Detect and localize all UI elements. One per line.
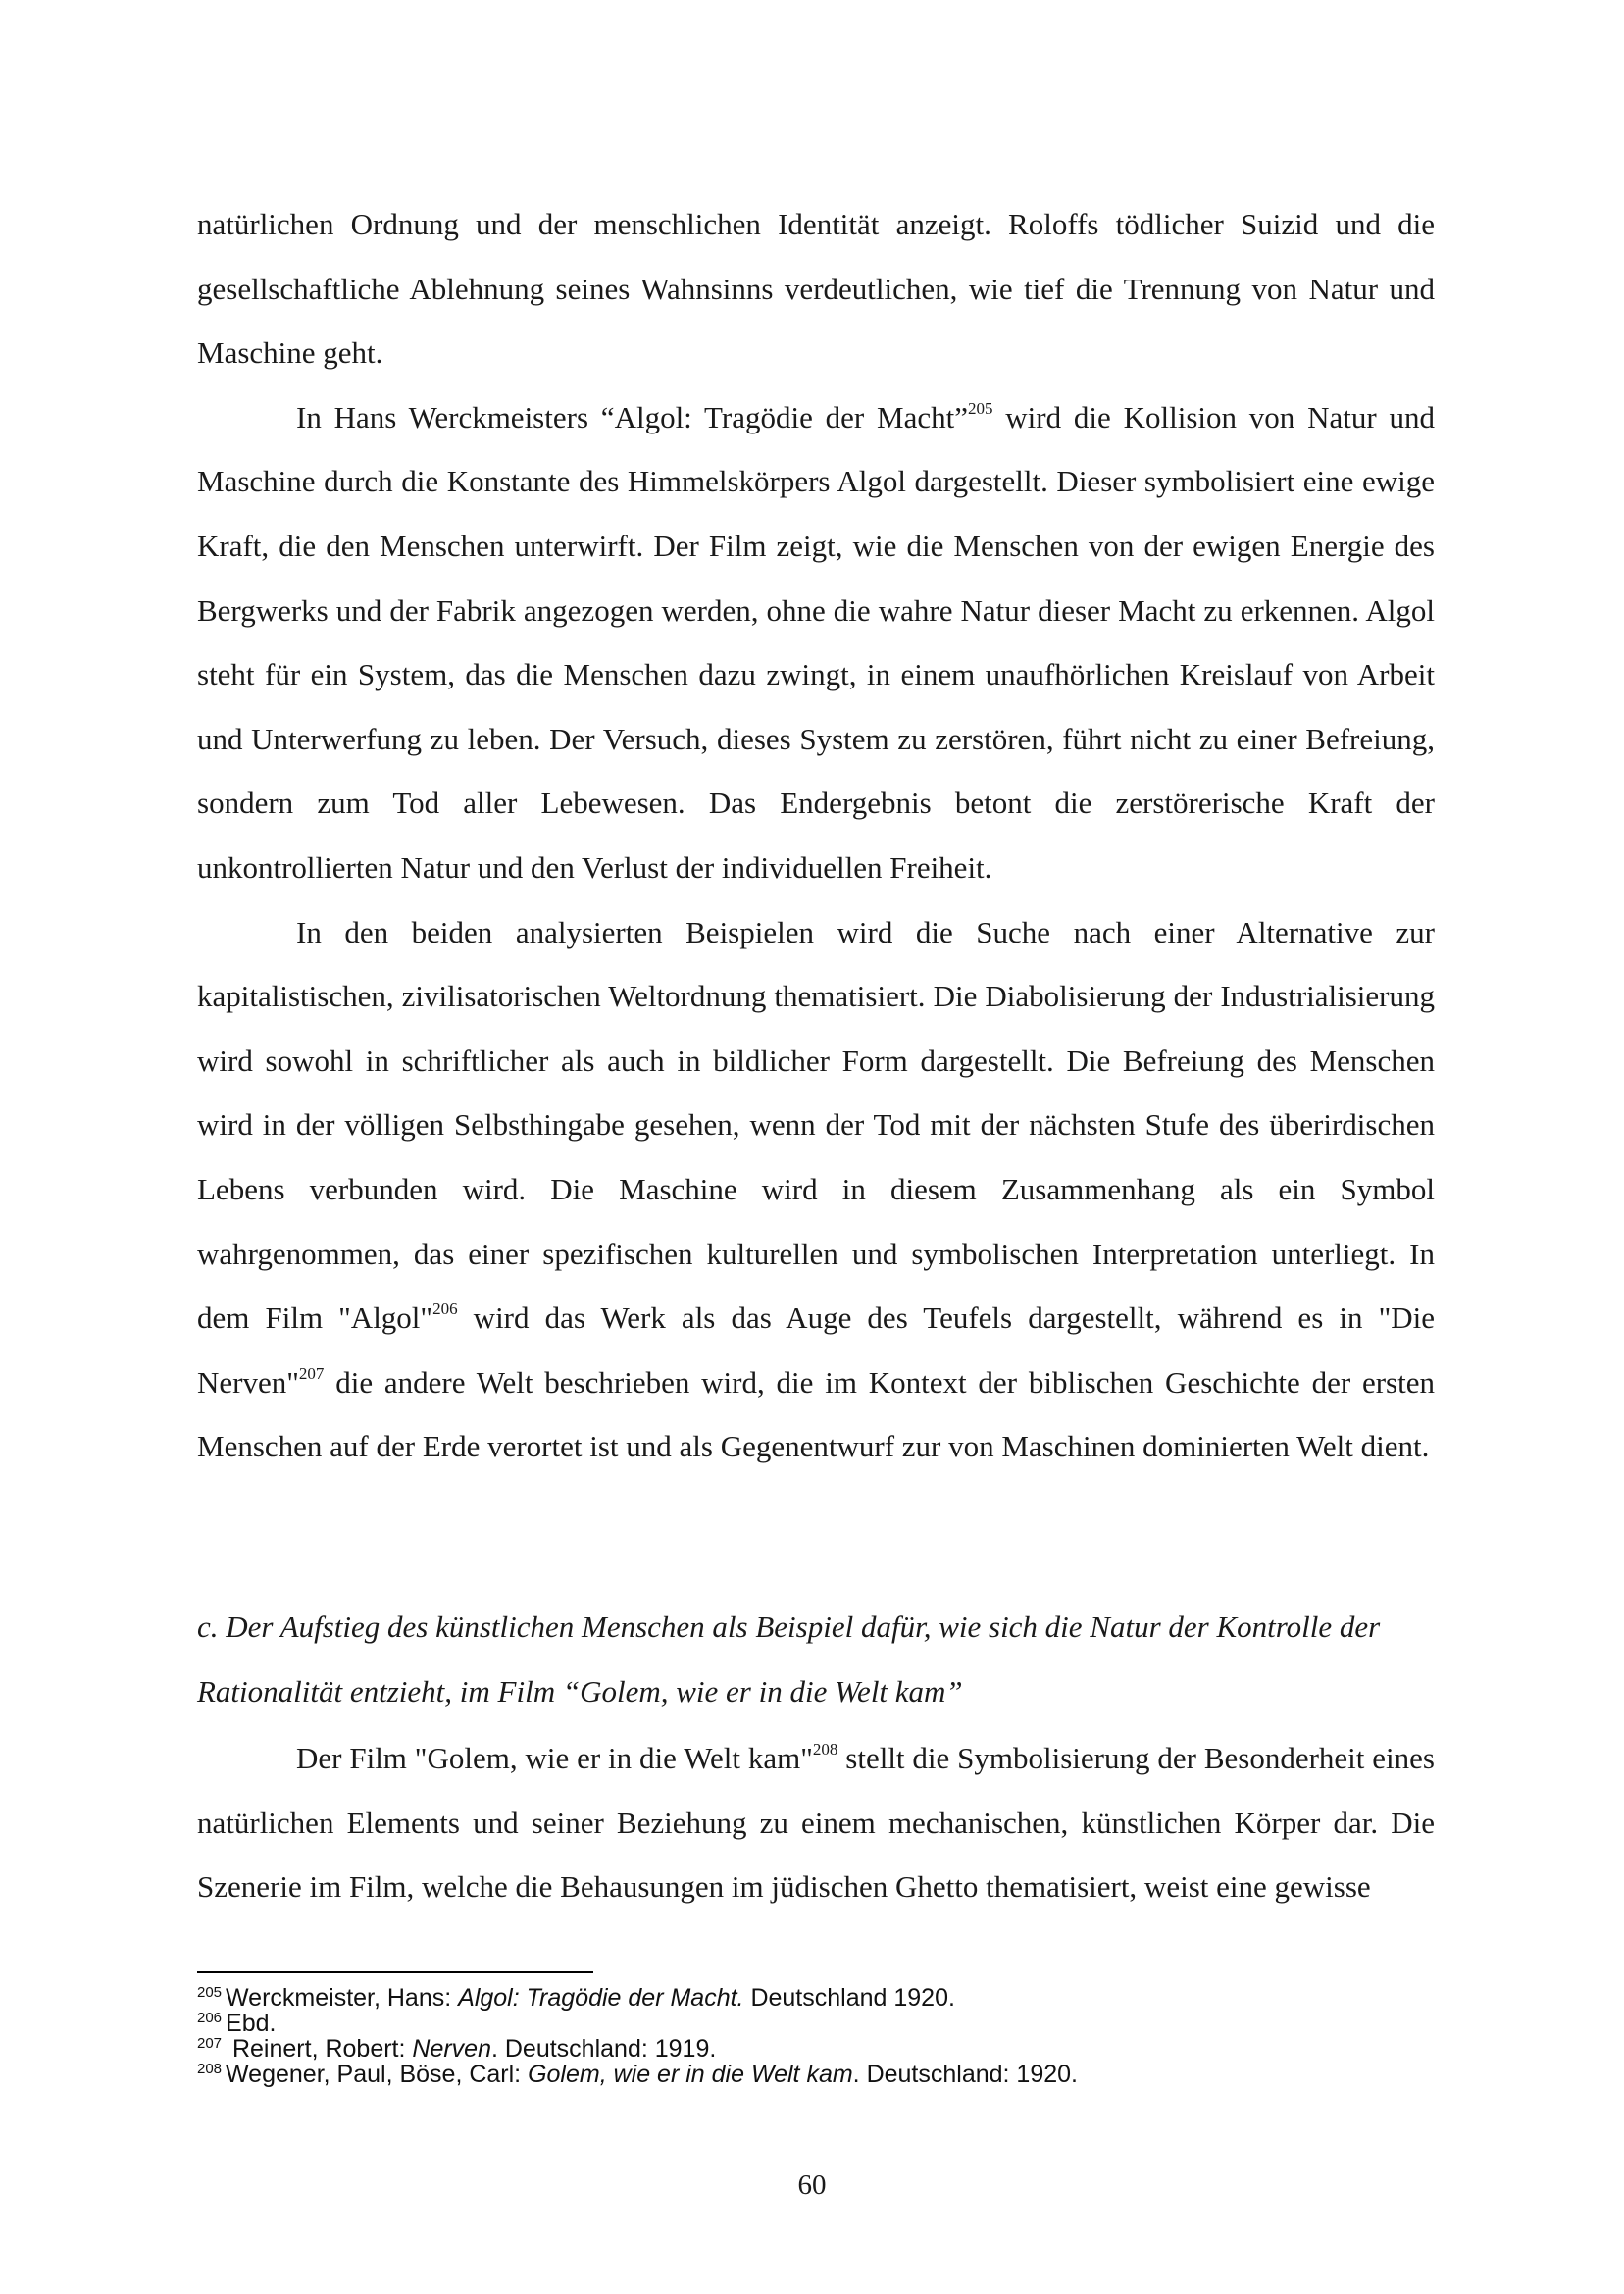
section-heading: c. Der Aufstieg des künstlichen Menschen als Beispiel dafür, wie sich die Natur der Kontrolle der Rationalität entzieht, im Film “Golem, wie er in die Welt kam” [197,1609,1381,1708]
paragraph-text: stellt die Symbolisierung der Besonderheit eines natürlichen Elements und seiner Beziehung zu einem mechanischen, künstlichen Körper dar. Die Szenerie im Film, welche die Behausungen im jüdischen Ghetto thematisiert, weist eine gewisse [197,1741,1435,1905]
footnote-ref-206[interactable]: 206 [432,1300,458,1319]
paragraph-algol [197,385,1435,900]
footnote-ref-208[interactable]: 208 [812,1740,838,1759]
footnote-number: 206 [197,2010,223,2026]
paragraph-text: wird die Kollision von Natur und Maschine durch die Konstante des Himmelskörpers Algol dargestellt. Dieser symbolisiert eine ewige Kraft, die den Menschen unterwirft. Der Film zeigt, wie die Menschen von der ewigen Energie des Bergwerks und der Fabrik angezogen werden, ohne die wahre Natur dieser Macht zu erkennen. Algol steht für ein System, das die Menschen dazu zwingt, in einem unaufhörlichen Kreislauf von Arbeit und Unterwerfung zu leben. Der Versuch, dieses System zu zerstören, führt nicht zu einer Befreiung, sondern zum Tod aller Lebewesen. Das Endergebnis betont die zerstörerische Kraft der unkontrollierten Natur und den Verlust der individuellen Freiheit. [197,399,1435,885]
footnote-206 [197,2011,1435,2036]
footnote-text: Ebd. [226,2010,277,2037]
footnote-title: Algol: Tragödie der Macht. [458,1984,744,2012]
footnote-text: Reinert, Robert: [226,2035,413,2063]
footnotes [197,1985,1435,2087]
footnote-text: Werckmeister, Hans: [226,1984,459,2012]
paragraph-analysis [197,900,1435,1479]
footnote-ref-207[interactable]: 207 [298,1363,325,1383]
body-text [197,192,1435,1479]
footnote-number: 205 [197,1984,223,2001]
page-number: 60 [797,2169,827,2201]
footnote-number: 207 [197,2035,223,2052]
footnote-separator [197,1971,593,1973]
footnote-title: Nerven [412,2035,491,2063]
paragraph-text: Der Film "Golem, wie er in die Welt kam" [296,1741,813,1775]
footnote-ref-205[interactable]: 205 [967,398,993,418]
footnote-207 [197,2036,1435,2062]
paragraph-text: die andere Welt beschrieben wird, die im Kontext der biblischen Geschichte der ersten Menschen auf der Erde verortet ist und als Gegenentwurf zur von Maschinen dominierten Welt dient. [197,1364,1435,1464]
footnote-208 [197,2062,1435,2087]
footnote-text: . Deutschland: 1920. [852,2061,1078,2088]
paragraph-golem [197,1726,1435,1919]
paragraph-text: wird das Werk als das Auge des Teufels dargestellt, während es in "Die Nerven" [197,1300,1435,1400]
paragraph-text: In Hans Werckmeisters “Algol: Tragödie der Macht” [296,399,968,434]
footnote-number: 208 [197,2061,223,2077]
paragraph-continuation: natürlichen Ordnung und der menschlichen Identität anzeigt. Roloffs tödlicher Suizid und die gesellschaftliche Ablehnung seines Wahnsinns verdeutlichen, wie tief die Trennung von Natur und Maschine geht. [197,207,1435,371]
footnote-text: . Deutschland: 1919. [490,2035,717,2063]
footnote-title: Golem, wie er in die Welt kam [528,2061,853,2088]
footnote-text: Wegener, Paul, Böse, Carl: [226,2061,529,2088]
footnote-205 [197,1985,1435,2011]
footnote-text: Deutschland 1920. [743,1984,955,2012]
paragraph-text: In den beiden analysierten Beispielen wird die Suche nach einer Alternative zur kapitalistischen, zivilisatorischen Weltordnung thematisiert. Die Diabolisierung der Industrialisierung wird sowohl in schriftlicher als auch in bildlicher Form dargestellt. Die Befreiung des Menschen wird in der völligen Selbsthingabe gesehen, wenn der Tod mit der nächsten Stufe des überirdischen Lebens verbunden wird. Die Maschine wird in diesem Zusammenhang als ein Symbol wahrgenommen, das einer spezifischen kulturellen und symbolischen Interpretation unterliegt. In dem Film "Algol" [197,914,1435,1336]
